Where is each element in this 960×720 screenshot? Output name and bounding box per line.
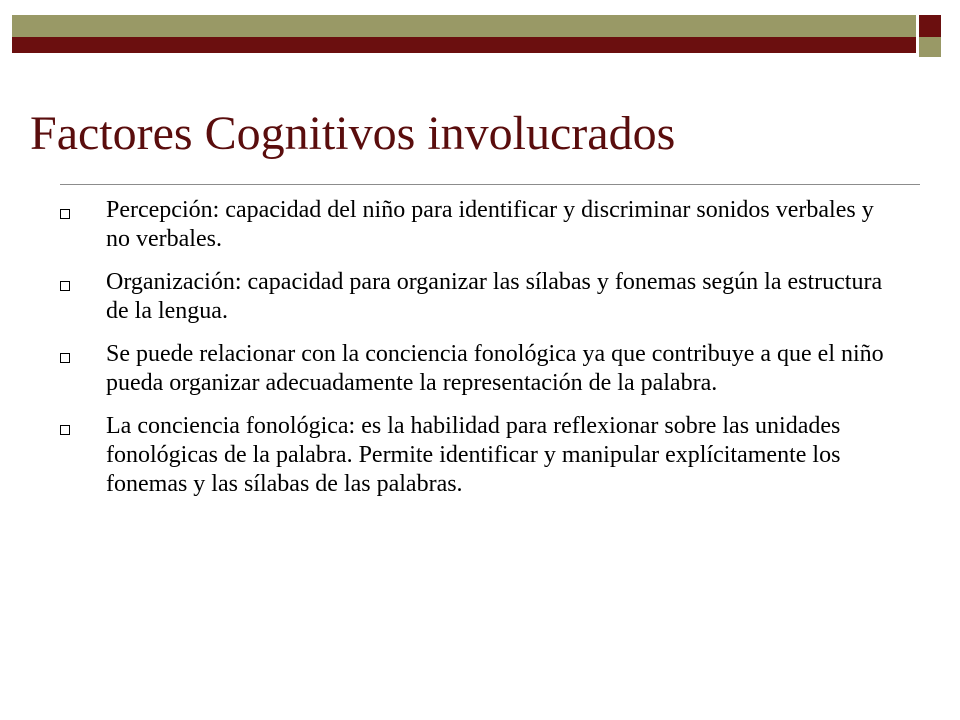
bullet-text: Organización: capacidad para organizar las sílabas y fonemas según la estructura de la lengua.	[106, 269, 883, 324]
bullet-text: La conciencia fonológica: es la habilidad para reflexionar sobre las unidades fonológicas de la palabra. Permite identificar y manipular explícitamente los fonemas y las sílabas de las palabras.	[106, 413, 841, 497]
title-divider	[60, 184, 920, 185]
square-bullet-icon	[60, 281, 70, 291]
header-band-maroon	[12, 37, 916, 53]
bullet-text: Se puede relacionar con la conciencia fonológica ya que contribuye a que el niño pueda organizar adecuadamente la representación de la palabra.	[106, 341, 884, 396]
bullet-list	[60, 196, 900, 513]
header-corner-maroon	[919, 15, 941, 37]
square-bullet-icon	[60, 353, 70, 363]
header-band-olive	[12, 15, 916, 37]
header-corner-olive	[919, 37, 941, 57]
square-bullet-icon	[60, 209, 70, 219]
slide-title: Factores Cognitivos involucrados	[30, 107, 676, 160]
bullet-item	[60, 268, 900, 326]
bullet-text: Percepción: capacidad del niño para identificar y discriminar sonidos verbales y no verbales.	[106, 197, 874, 252]
bullet-item	[60, 412, 900, 499]
square-bullet-icon	[60, 425, 70, 435]
bullet-item	[60, 340, 900, 398]
bullet-item	[60, 196, 900, 254]
